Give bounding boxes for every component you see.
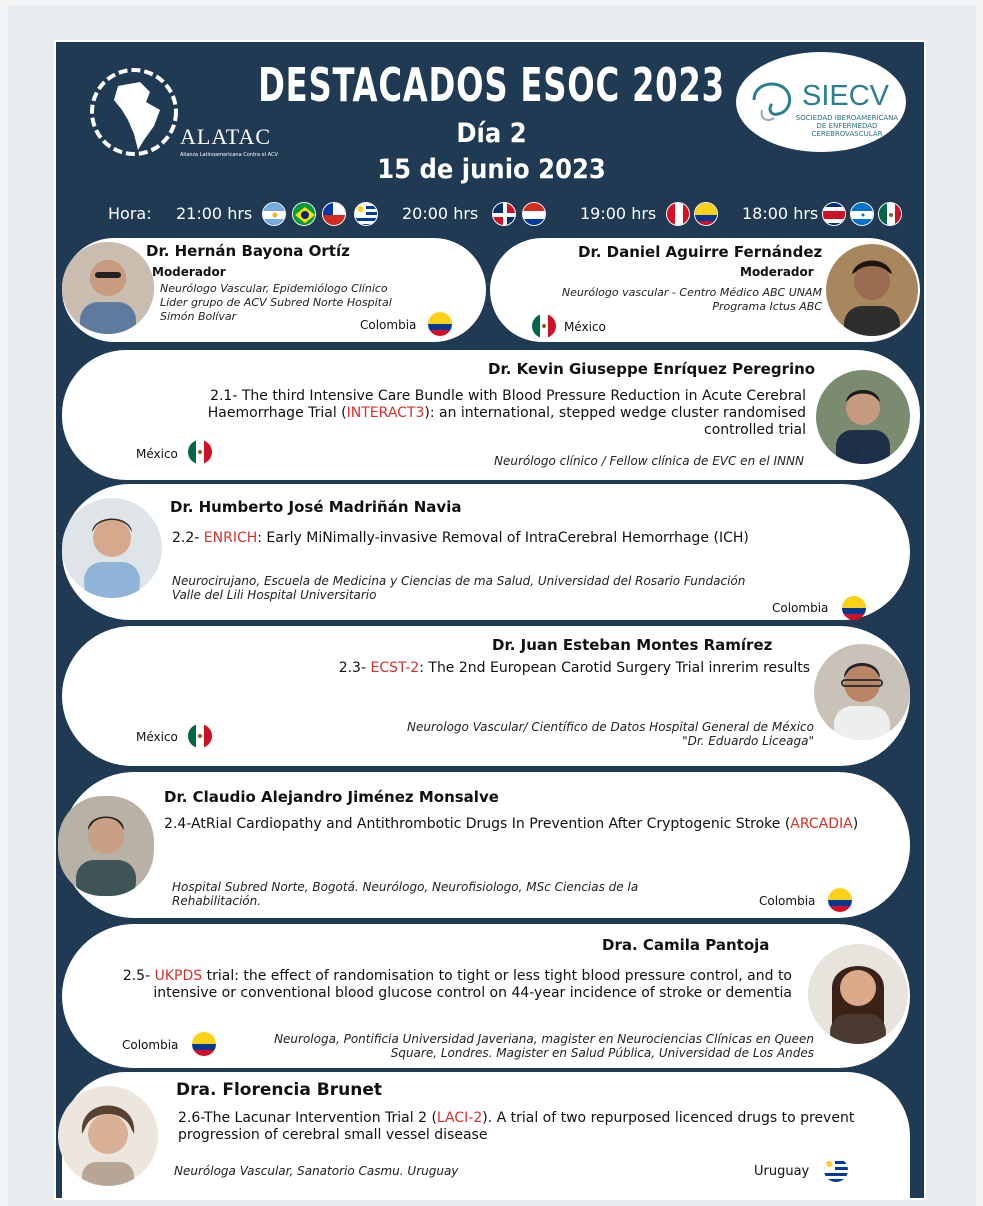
speaker-desc: Neurologa, Pontificia Universidad Javeriana, magister en Neurociencias Clínicas en Queen Square, Londres. Magister en Salud Pública, Universidad de Los Andes	[274, 1032, 814, 1060]
speaker-photo	[58, 1086, 158, 1186]
speaker-photo	[816, 370, 910, 464]
talk-title: 2.4-AtRial Cardiopathy and Antithrombotic Drugs In Prevention After Cryptogenic Stroke (ARCADIA)	[164, 816, 859, 832]
speaker-name: Dr. Kevin Giuseppe Enríquez Peregrino	[488, 360, 816, 378]
speaker-name: Dr. Humberto José Madriñán Navia	[170, 498, 462, 516]
moderator-role-2: Moderador	[740, 265, 814, 279]
argentina-flag-icon	[262, 202, 286, 226]
speaker-name: Dra. Camila Pantoja	[602, 936, 770, 954]
colombia-flag-icon	[192, 1032, 216, 1056]
alatac-subtitle: Alianza Latinoamericana Contra el ACV	[180, 152, 278, 158]
mexico-flag-icon	[878, 202, 902, 226]
talk-title: 2.3- ECST-2: The 2nd European Carotid Surgery Trial inrerim results	[338, 660, 810, 676]
speaker-country: Uruguay	[754, 1164, 810, 1179]
trial-acronym: UKPDS	[154, 968, 203, 984]
uruguay-flag-icon	[824, 1158, 848, 1182]
honduras-flag-icon	[850, 202, 874, 226]
dominican-republic-flag-icon	[492, 202, 516, 226]
moderator-photo-2	[826, 244, 918, 336]
speaker-photo	[808, 944, 908, 1044]
moderator-desc-2: Neurólogo vascular - Centro Médico ABC UNAM Programa Ictus ABC	[561, 286, 822, 313]
time-slot-4: 18:00 hrs	[742, 204, 819, 223]
moderator-country-1: Colombia	[360, 318, 417, 332]
costa-rica-flag-icon	[822, 202, 846, 226]
siecv-subtitle: SOCIEDAD IBEROAMERICANA DE ENFERMEDAD CEREBROVASCULAR	[795, 114, 899, 138]
speaker-photo	[62, 498, 162, 598]
alatac-wordmark: ALATAC	[180, 124, 272, 149]
talk-title: 2.2- ENRICH: Early MiNimally-invasive Removal of IntraCerebral Hemorrhage (ICH)	[172, 530, 749, 546]
talk-card-2-1	[62, 350, 920, 480]
speaker-name: Dr. Juan Esteban Montes Ramírez	[492, 636, 773, 654]
speaker-desc: Hospital Subred Norte, Bogotá. Neurólogo, Neurofisiologo, MSc Ciencias de la Rehabilitación.	[172, 880, 639, 908]
speaker-country: Colombia	[772, 601, 829, 615]
brazil-flag-icon	[292, 202, 316, 226]
speaker-name: Dra. Florencia Brunet	[176, 1080, 382, 1100]
speaker-country: México	[136, 730, 178, 744]
talk-card-2-5	[62, 924, 910, 1068]
colombia-flag-icon	[842, 596, 866, 620]
peru-flag-icon	[666, 202, 690, 226]
trial-acronym: ENRICH	[203, 530, 258, 546]
hours-label: Hora:	[108, 204, 152, 223]
trial-acronym: LACI-2	[436, 1110, 483, 1126]
uruguay-flag-icon	[354, 202, 378, 226]
speaker-desc: Neurocirujano, Escuela de Medicina y Ciencias de ma Salud, Universidad del Rosario Fundación Valle del Lili Hospital Universitario	[172, 574, 746, 602]
colombia-flag-icon	[428, 312, 452, 336]
speaker-country: Colombia	[759, 894, 816, 908]
speaker-photo	[814, 644, 910, 740]
talk-card-2-6	[62, 1072, 910, 1200]
colombia-flag-icon	[828, 888, 852, 912]
trial-acronym: ECST-2	[370, 660, 420, 676]
paraguay-flag-icon	[522, 202, 546, 226]
page-title: DESTACADOS ESOC 2023	[258, 58, 725, 112]
talk-card-2-2	[62, 484, 910, 620]
talk-title: 2.1- The third Intensive Care Bundle with Blood Pressure Reduction in Acute Cerebral Haemorrhage Trial (INTERACT3): an international, stepped wedge cluster randomised controlled trial	[207, 388, 806, 438]
time-slot-3: 19:00 hrs	[580, 204, 657, 223]
trial-acronym: INTERACT3	[346, 405, 425, 421]
speaker-photo	[58, 796, 154, 896]
speaker-name: Dr. Claudio Alejandro Jiménez Monsalve	[164, 788, 499, 806]
talk-title: 2.6-The Lacunar Intervention Trial 2 (LACI-2). A trial of two repurposed licenced drugs to prevent progression of cerebral small vessel disease	[178, 1110, 855, 1143]
moderator-name-2: Dr. Daniel Aguirre Fernández	[578, 243, 823, 261]
moderator-name-1: Dr. Hernán Bayona Ortíz	[146, 242, 350, 260]
chile-flag-icon	[322, 202, 346, 226]
mexico-flag-icon	[188, 724, 212, 748]
speaker-country: México	[136, 447, 178, 461]
moderator-photo-1	[62, 242, 154, 334]
colombia-flag-icon	[694, 202, 718, 226]
date-label: 15 de junio 2023	[377, 154, 606, 185]
mexico-flag-icon	[532, 314, 556, 338]
moderator-desc-1: Neurólogo Vascular, Epidemiólogo Clínico Lider grupo de ACV Subred Norte Hospital Simón Bolívar	[160, 282, 392, 323]
speaker-desc: Neuróloga Vascular, Sanatorio Casmu. Uruguay	[174, 1164, 459, 1178]
speaker-country: Colombia	[122, 1038, 179, 1052]
talk-card-2-3	[62, 626, 910, 766]
time-slot-2: 20:00 hrs	[402, 204, 479, 223]
speaker-desc: Neurólogo clínico / Fellow clínica de EVC en el INNN	[493, 454, 804, 468]
moderator-country-2: México	[564, 320, 606, 334]
mexico-flag-icon	[188, 440, 212, 464]
speaker-desc: Neurologo Vascular/ Científico de Datos Hospital General de México "Dr. Eduardo Liceaga"	[407, 720, 814, 748]
moderator-role-1: Moderador	[152, 265, 226, 279]
moderator-card-1	[62, 238, 486, 342]
talk-card-2-4	[62, 772, 910, 918]
talk-title: 2.5- UKPDS trial: the effect of randomisation to tight or less tight blood pressure control, and to intensive or conventional blood glucose control on 44-year incidence of stroke or dementia	[122, 968, 792, 1001]
day-label: Día 2	[456, 118, 527, 149]
moderator-card-2	[490, 238, 920, 342]
siecv-wordmark: SIECV	[802, 80, 890, 112]
schedule-row	[0, 200, 983, 230]
trial-acronym: ARCADIA	[790, 816, 853, 832]
time-slot-1: 21:00 hrs	[176, 204, 253, 223]
